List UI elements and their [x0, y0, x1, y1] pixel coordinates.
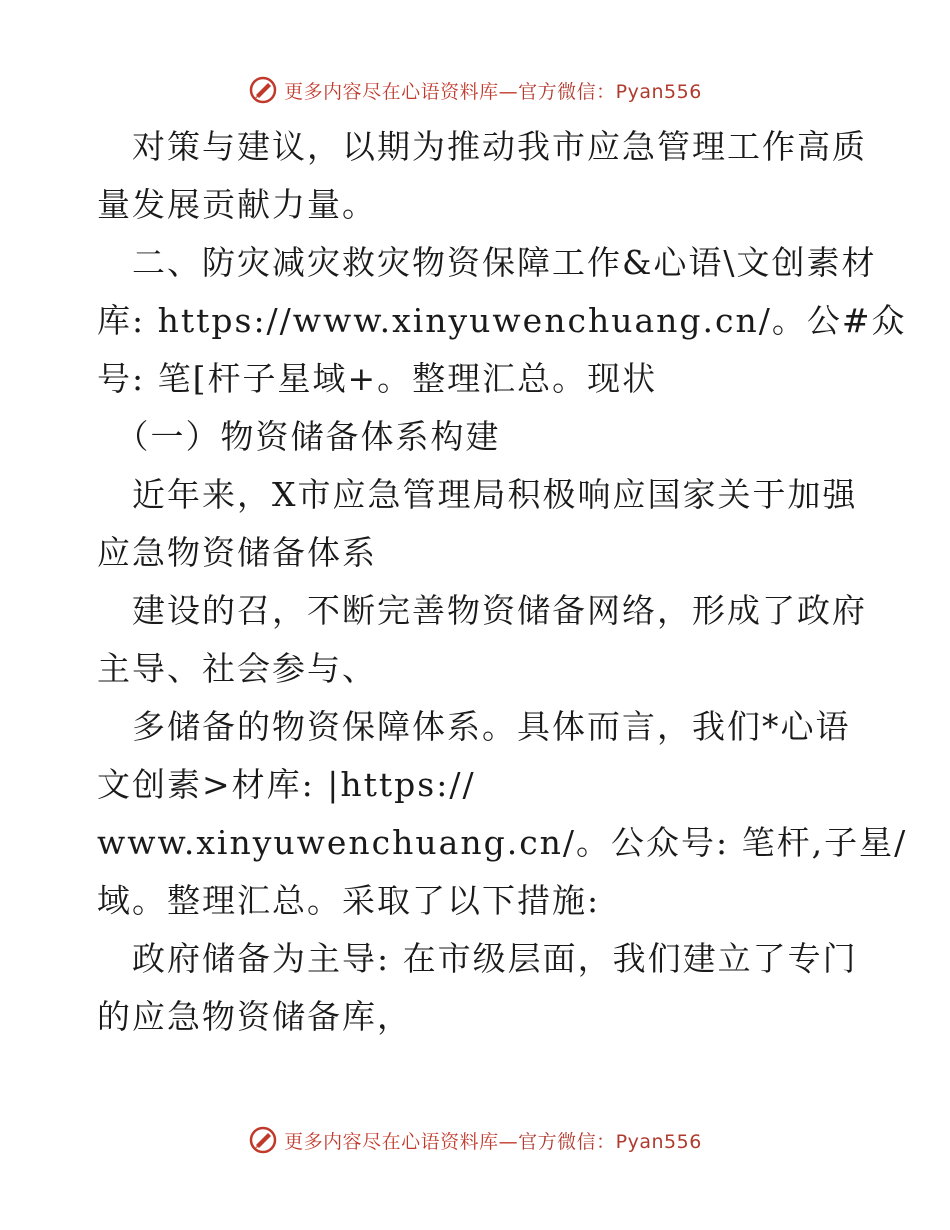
body-text-line: 量发展贡献力量。 [97, 185, 377, 224]
footer-banner-main: 更多内容尽在心语资料库 [284, 1130, 499, 1153]
body-text-line: 库: https://www.xinyuwenchuang.cn/。公#众 [97, 301, 907, 340]
brand-logo-icon [248, 1125, 278, 1155]
header-banner-wechat: 官方微信：Pyan556 [518, 80, 702, 103]
header-banner-separator: — [498, 80, 519, 103]
body-text-line: 多储备的物资保障体系。具体而言，我们*心语 [97, 707, 851, 746]
body-text-line: 号: 笔[杆子星域+。整理汇总。现状 [97, 359, 658, 398]
body-text-line: 的应急物资储备库， [97, 997, 412, 1036]
body-text-line: 域。整理汇总。采取了以下措施: [97, 881, 601, 920]
body-text-line: 文创素>材库: |https:// [97, 765, 476, 804]
body-text-line: www.xinyuwenchuang.cn/。公众号: 笔杆,子星/ [97, 823, 908, 862]
brand-logo-icon [248, 75, 278, 105]
footer-banner [0, 1120, 950, 1160]
body-text-line: 二、防灾减灾救灾物资保障工作&心语\文创素材 [97, 243, 877, 282]
footer-banner-wechat: 官方微信：Pyan556 [518, 1130, 702, 1153]
body-text-line: （一）物资储备体系构建 [97, 417, 501, 456]
body-text-line: 建设的召，不断完善物资储备网络，形成了政府 [97, 591, 867, 630]
footer-banner-text [284, 1127, 702, 1154]
body-text-line: 对策与建议，以期为推动我市应急管理工作高质 [97, 127, 867, 166]
body-text-line: 主导、社会参与、 [97, 649, 377, 688]
header-banner-main: 更多内容尽在心语资料库 [284, 80, 499, 103]
body-text-line: 政府储备为主导: 在市级层面，我们建立了专门 [97, 939, 858, 978]
header-banner-text [284, 77, 702, 104]
header-banner [0, 70, 950, 110]
body-text-line: 近年来，X市应急管理局积极响应国家关于加强 [97, 475, 858, 514]
footer-banner-separator: — [498, 1130, 519, 1153]
body-text-line: 应急物资储备体系 [97, 533, 377, 572]
